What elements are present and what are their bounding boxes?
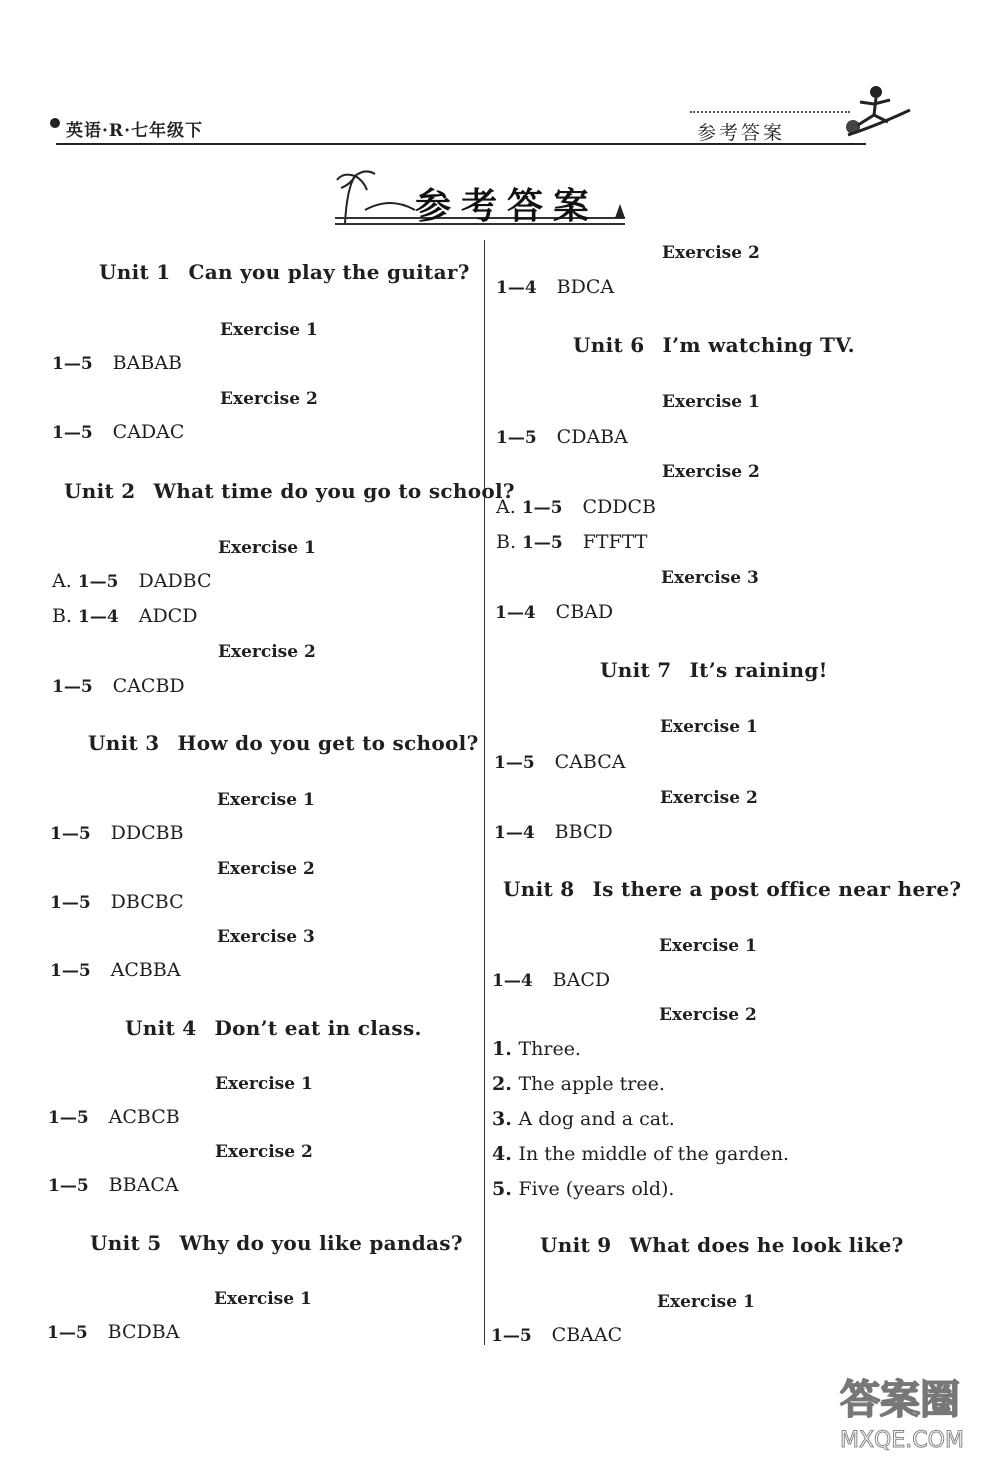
answer-number: 1. <box>492 1038 519 1060</box>
unit-heading <box>573 333 855 357</box>
exercise-heading: Exercise 2 <box>662 243 760 263</box>
answer-text: Three. <box>518 1038 581 1060</box>
answer-values: BBACA <box>108 1174 179 1196</box>
unit-heading <box>540 1233 904 1257</box>
unit-heading <box>64 479 515 503</box>
exercise-heading: Exercise 1 <box>214 1289 312 1309</box>
answer-range: 1—4 <box>494 823 535 843</box>
answer-values: CADAC <box>112 421 185 443</box>
exercise-heading: Exercise 1 <box>215 1074 313 1094</box>
answer-row <box>495 601 613 623</box>
answer-values: CDABA <box>556 426 628 448</box>
exercise-heading: Exercise 2 <box>220 389 318 409</box>
answer-line <box>492 1073 665 1095</box>
answer-row <box>492 969 610 991</box>
answer-range: 1—5 <box>496 428 537 448</box>
answer-row <box>494 751 626 773</box>
answer-text: In the middle of the garden. <box>518 1143 790 1165</box>
answer-values: ACBBA <box>110 959 181 981</box>
answer-row <box>496 276 614 298</box>
answer-values: CBAAC <box>551 1324 623 1346</box>
answer-values: BBCD <box>554 821 613 843</box>
unit-title: I’m watching TV. <box>662 333 855 357</box>
answer-range: 1—5 <box>52 354 93 374</box>
answer-values: CBAD <box>555 601 614 623</box>
unit-title: Why do you like pandas? <box>179 1231 463 1255</box>
svg-text:MXQE.COM: MXQE.COM <box>840 1428 964 1453</box>
svg-text:答案圈: 答案圈 <box>840 1377 960 1423</box>
exercise-heading: Exercise 3 <box>661 568 759 588</box>
answer-part-label: A. <box>52 570 78 592</box>
answer-values: CABCA <box>554 751 626 773</box>
answer-range: 1—5 <box>48 1108 89 1128</box>
answer-values: CACBD <box>112 675 185 697</box>
answer-text: A dog and a cat. <box>518 1108 675 1130</box>
answer-row <box>491 1324 622 1346</box>
answer-line <box>492 1178 674 1200</box>
answer-row <box>47 1321 179 1343</box>
answer-range: 1—5 <box>47 1323 88 1343</box>
exercise-heading: Exercise 2 <box>218 642 316 662</box>
answer-number: 4. <box>492 1143 519 1165</box>
watermark-logo <box>830 1355 990 1455</box>
unit-title: What time do you go to school? <box>153 479 515 503</box>
answer-row <box>50 822 184 844</box>
header-rule <box>56 143 866 145</box>
answer-values: DBCBC <box>110 891 184 913</box>
exercise-heading: Exercise 2 <box>217 859 315 879</box>
answer-range: 1—5 <box>50 824 91 844</box>
header-subject-text: 英语·R·七年级下 <box>66 121 203 141</box>
answer-row <box>494 821 613 843</box>
unit-heading <box>503 877 961 901</box>
answer-range: 1—5 <box>521 498 563 518</box>
unit-number: Unit 7 <box>600 658 672 682</box>
exercise-heading: Exercise 1 <box>660 717 758 737</box>
exercise-heading: Exercise 2 <box>660 788 758 808</box>
answer-range: 1—5 <box>48 1176 89 1196</box>
answer-range: 1—4 <box>492 971 533 991</box>
answer-values: BCDBA <box>107 1321 180 1343</box>
answer-values: ACBCB <box>108 1106 180 1128</box>
answer-number: 3. <box>492 1108 519 1130</box>
answer-row <box>52 421 184 443</box>
exercise-heading: Exercise 2 <box>659 1005 757 1025</box>
unit-title: How do you get to school? <box>177 731 479 755</box>
answer-range: 1—5 <box>494 753 535 773</box>
unit-number: Unit 2 <box>64 479 136 503</box>
answer-range: 1—5 <box>50 961 91 981</box>
unit-heading <box>88 731 479 755</box>
exercise-heading: Exercise 1 <box>218 538 316 558</box>
unit-number: Unit 8 <box>503 877 575 901</box>
unit-heading <box>90 1231 463 1255</box>
unit-number: Unit 9 <box>540 1233 612 1257</box>
header-subject <box>52 116 203 141</box>
answer-values: BABAB <box>112 352 183 374</box>
answer-number: 2. <box>492 1073 519 1095</box>
answer-range: 1—5 <box>52 423 93 443</box>
exercise-heading: Exercise 1 <box>659 936 757 956</box>
unit-heading <box>99 260 470 284</box>
answer-text: The apple tree. <box>518 1073 665 1095</box>
answer-range: 1—5 <box>491 1326 532 1346</box>
unit-number: Unit 3 <box>88 731 160 755</box>
answer-line <box>492 1038 581 1060</box>
answer-line <box>492 1108 675 1130</box>
unit-heading <box>125 1016 422 1040</box>
unit-title: Is there a post office near here? <box>592 877 962 901</box>
answer-range: 1—4 <box>496 278 537 298</box>
unit-heading <box>600 658 828 682</box>
answer-values: FTFTT <box>582 531 648 553</box>
answer-values: DDCBB <box>110 822 184 844</box>
answer-range: 1—5 <box>77 572 119 592</box>
answer-row <box>496 426 628 448</box>
unit-title: What does he look like? <box>629 1233 904 1257</box>
unit-number: Unit 4 <box>125 1016 197 1040</box>
answer-row <box>50 959 181 981</box>
exercise-heading: Exercise 1 <box>217 790 315 810</box>
answer-row <box>52 570 212 592</box>
answer-values: BACD <box>552 969 611 991</box>
answer-row <box>52 675 185 697</box>
answer-range: 1—5 <box>522 533 563 553</box>
unit-number: Unit 5 <box>90 1231 162 1255</box>
answer-row <box>496 496 656 518</box>
page-title: 参考答案 <box>415 185 600 227</box>
header-section-title: 参考答案 <box>697 122 786 144</box>
answer-line <box>492 1143 789 1165</box>
answer-row <box>48 1174 179 1196</box>
answer-row <box>496 531 647 553</box>
answer-values: ADCD <box>138 605 198 627</box>
answer-row <box>52 605 197 627</box>
answer-part-label: B. <box>496 531 523 553</box>
unit-title: Don’t eat in class. <box>214 1016 422 1040</box>
column-divider <box>484 240 485 1345</box>
exercise-heading: Exercise 1 <box>657 1292 755 1312</box>
answer-row <box>50 891 184 913</box>
answer-range: 1—5 <box>52 677 93 697</box>
answer-number: 5. <box>492 1178 519 1200</box>
answer-row <box>52 352 182 374</box>
unit-number: Unit 1 <box>99 260 171 284</box>
answer-text: Five (years old). <box>518 1178 675 1200</box>
exercise-heading: Exercise 2 <box>215 1142 313 1162</box>
skier-icon <box>838 80 918 150</box>
answer-range: 1—5 <box>50 893 91 913</box>
exercise-heading: Exercise 1 <box>662 392 760 412</box>
answer-range: 1—4 <box>495 603 536 623</box>
unit-number: Unit 6 <box>573 333 645 357</box>
exercise-heading: Exercise 3 <box>217 927 315 947</box>
answer-part-label: A. <box>496 496 522 518</box>
answer-range: 1—4 <box>78 607 119 627</box>
exercise-heading: Exercise 1 <box>220 320 318 340</box>
answer-row <box>48 1106 180 1128</box>
answer-part-label: B. <box>52 605 79 627</box>
answer-values: DADBC <box>138 570 212 592</box>
answer-values: CDDCB <box>582 496 656 518</box>
header-dotted-line <box>690 111 850 113</box>
unit-title: Can you play the guitar? <box>188 260 470 284</box>
answer-values: BDCA <box>556 276 615 298</box>
exercise-heading: Exercise 2 <box>662 462 760 482</box>
unit-title: It’s raining! <box>689 658 828 682</box>
